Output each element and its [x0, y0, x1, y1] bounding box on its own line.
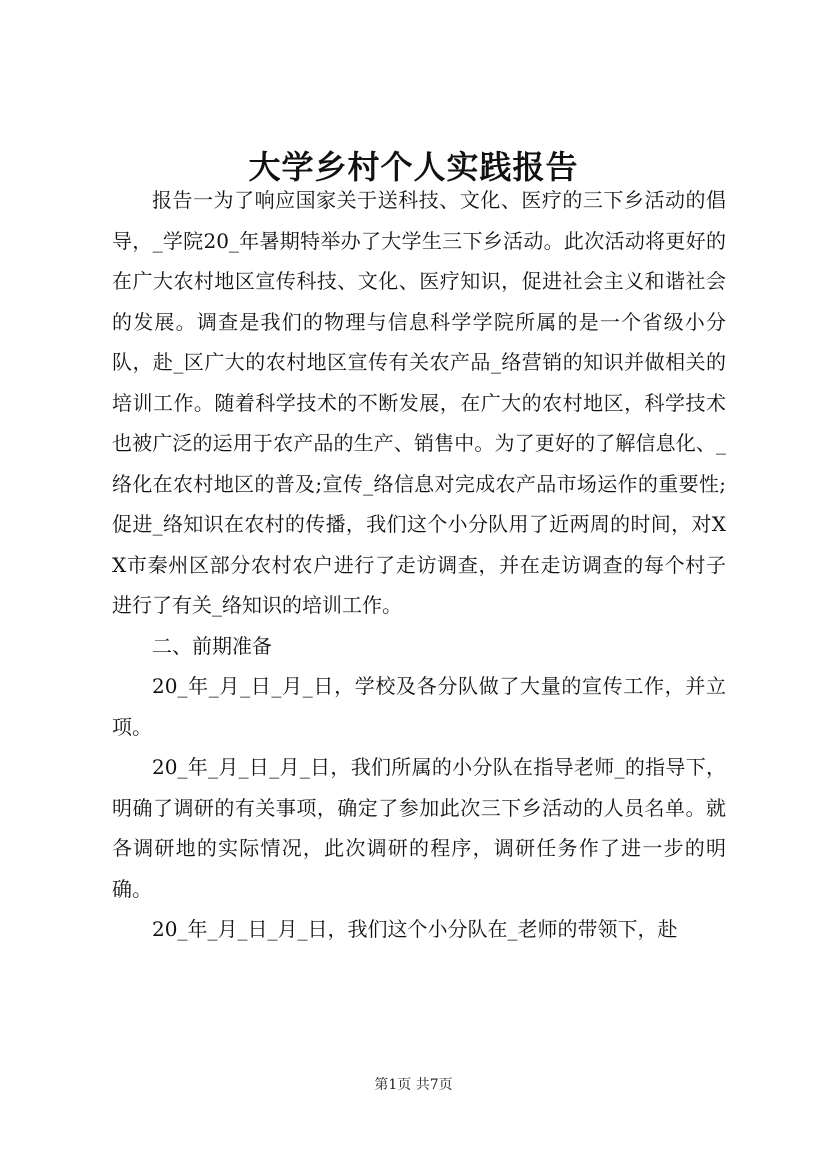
paragraph-intro: 报告一为了响应国家关于送科技、文化、医疗的三下乡活动的倡导，_学院20_年暑期特举办了大学生三下乡活动。此次活动将更好的在广大农村地区宣传科技、文化、医疗知识，促进社会主义和谐社会的发展。调查是我们的物理与信息科学学院所属的是一个省级小分队，赴_区广大的农村地区宣传有关农产品_络营销的知识并做相关的培训工作。随着科学技术的不断发展，在广大的农村地区，科学技术也被广泛的运用于农产品的生产、销售中。为了更好的了解信息化、_络化在农村地区的普及;宣传_络信息对完成农产品市场运作的重要性;促进_络知识在农村的传播，我们这个小分队用了近两周的时间，对XX市秦州区部分农村农户进行了走访调查，并在走访调查的每个村子进行了有关_络知识的培训工作。: [112, 188, 726, 617]
paragraph-departure: 20_年_月_日_月_日，我们这个小分队在_老师的带领下，赴: [152, 917, 678, 941]
document-body: [112, 180, 726, 950]
paragraph-planning: 20_年_月_日_月_日，我们所属的小分队在指导老师_的指导下，明确了调研的有关事项，确定了参加此次三下乡活动的人员名单。就各调研地的实际情况，此次调研的程序，调研任务作了进一步的明确。: [112, 755, 726, 901]
page-number-footer: 第1页 共7页: [374, 1077, 453, 1093]
document-title: 大学乡村个人实践报告: [248, 148, 579, 186]
paragraph-publicity: 20_年_月_日_月_日，学校及各分队做了大量的宣传工作，并立项。: [112, 674, 726, 739]
section-heading-preparation: 二、前期准备: [152, 633, 272, 658]
